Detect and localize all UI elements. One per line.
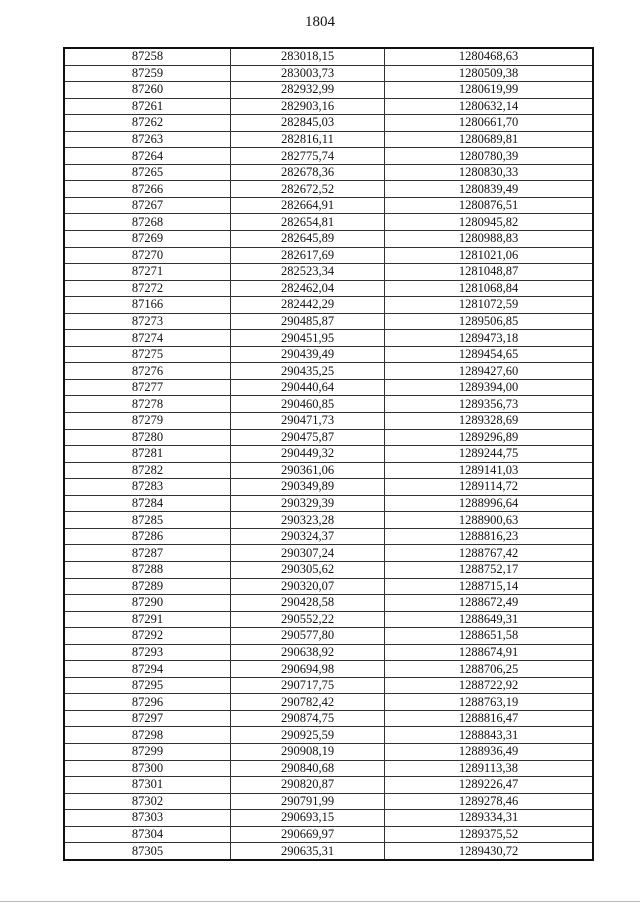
x-coordinate-cell: 282775,74 [231,148,385,165]
x-coordinate-cell: 283018,15 [231,48,385,65]
table-row [64,528,593,545]
y-coordinate-cell: 1289454,65 [385,346,594,363]
page-bottom-divider [0,901,640,902]
point-number-cell: 87273 [64,313,231,330]
table-row [64,561,593,578]
y-coordinate-cell: 1289473,18 [385,330,594,347]
x-coordinate-cell: 290428,58 [231,595,385,612]
table-row [64,131,593,148]
table-row [64,363,593,380]
table-row [64,826,593,843]
x-coordinate-cell: 290361,06 [231,462,385,479]
y-coordinate-cell: 1281048,87 [385,264,594,281]
y-coordinate-cell: 1288936,49 [385,743,594,760]
point-number-cell: 87289 [64,578,231,595]
point-number-cell: 87268 [64,214,231,231]
y-coordinate-cell: 1288752,17 [385,561,594,578]
point-number-cell: 87265 [64,164,231,181]
coordinate-table [63,47,594,861]
x-coordinate-cell: 290451,95 [231,330,385,347]
table-row [64,843,593,860]
table-row [64,65,593,82]
point-number-cell: 87261 [64,98,231,115]
point-number-cell: 87287 [64,545,231,562]
y-coordinate-cell: 1288816,47 [385,710,594,727]
y-coordinate-cell: 1280830,33 [385,164,594,181]
table-row [64,48,593,65]
y-coordinate-cell: 1280689,81 [385,131,594,148]
point-number-cell: 87277 [64,379,231,396]
x-coordinate-cell: 290552,22 [231,611,385,628]
table-row [64,595,593,612]
y-coordinate-cell: 1288649,31 [385,611,594,628]
x-coordinate-cell: 282664,91 [231,197,385,214]
x-coordinate-cell: 282645,89 [231,231,385,248]
point-number-cell: 87303 [64,810,231,827]
x-coordinate-cell: 282442,29 [231,297,385,314]
table-row [64,396,593,413]
y-coordinate-cell: 1280876,51 [385,197,594,214]
x-coordinate-cell: 290439,49 [231,346,385,363]
point-number-cell: 87293 [64,644,231,661]
table-row [64,280,593,297]
table-row [64,264,593,281]
table-row [64,743,593,760]
y-coordinate-cell: 1289113,38 [385,760,594,777]
x-coordinate-cell: 282903,16 [231,98,385,115]
point-number-cell: 87259 [64,65,231,82]
x-coordinate-cell: 290307,24 [231,545,385,562]
point-number-cell: 87300 [64,760,231,777]
x-coordinate-cell: 290329,39 [231,495,385,512]
x-coordinate-cell: 282932,99 [231,82,385,99]
point-number-cell: 87302 [64,793,231,810]
table-row [64,710,593,727]
table-row [64,82,593,99]
point-number-cell: 87276 [64,363,231,380]
y-coordinate-cell: 1288715,14 [385,578,594,595]
point-number-cell: 87290 [64,595,231,612]
point-number-cell: 87288 [64,561,231,578]
y-coordinate-cell: 1288816,23 [385,528,594,545]
point-number-cell: 87166 [64,297,231,314]
point-number-cell: 87274 [64,330,231,347]
point-number-cell: 87296 [64,694,231,711]
x-coordinate-cell: 282816,11 [231,131,385,148]
table-row [64,379,593,396]
x-coordinate-cell: 290925,59 [231,727,385,744]
x-coordinate-cell: 290908,19 [231,743,385,760]
page-number: 1804 [305,14,335,30]
y-coordinate-cell: 1289394,00 [385,379,594,396]
point-number-cell: 87298 [64,727,231,744]
y-coordinate-cell: 1280661,70 [385,115,594,132]
y-coordinate-cell: 1289356,73 [385,396,594,413]
point-number-cell: 87269 [64,231,231,248]
x-coordinate-cell: 290717,75 [231,677,385,694]
x-coordinate-cell: 290874,75 [231,710,385,727]
table-row [64,628,593,645]
point-number-cell: 87301 [64,777,231,794]
x-coordinate-cell: 290669,97 [231,826,385,843]
point-number-cell: 87267 [64,197,231,214]
table-row [64,446,593,463]
point-number-cell: 87294 [64,661,231,678]
table-row [64,644,593,661]
table-row [64,677,593,694]
x-coordinate-cell: 290449,32 [231,446,385,463]
table-row [64,330,593,347]
x-coordinate-cell: 282523,34 [231,264,385,281]
x-coordinate-cell: 290693,15 [231,810,385,827]
table-row [64,694,593,711]
y-coordinate-cell: 1289328,69 [385,413,594,430]
table-row [64,297,593,314]
point-number-cell: 87266 [64,181,231,198]
table-row [64,661,593,678]
table-row [64,413,593,430]
y-coordinate-cell: 1288900,63 [385,512,594,529]
y-coordinate-cell: 1288843,31 [385,727,594,744]
point-number-cell: 87262 [64,115,231,132]
point-number-cell: 87270 [64,247,231,264]
y-coordinate-cell: 1281068,84 [385,280,594,297]
y-coordinate-cell: 1288651,58 [385,628,594,645]
x-coordinate-cell: 290791,99 [231,793,385,810]
x-coordinate-cell: 283003,73 [231,65,385,82]
point-number-cell: 87299 [64,743,231,760]
x-coordinate-cell: 290305,62 [231,561,385,578]
point-number-cell: 87291 [64,611,231,628]
x-coordinate-cell: 290485,87 [231,313,385,330]
y-coordinate-cell: 1280509,38 [385,65,594,82]
table-row [64,777,593,794]
table-row [64,512,593,529]
table-row [64,578,593,595]
table-row [64,479,593,496]
point-number-cell: 87281 [64,446,231,463]
y-coordinate-cell: 1280988,83 [385,231,594,248]
y-coordinate-cell: 1288763,19 [385,694,594,711]
table-row [64,545,593,562]
x-coordinate-cell: 290840,68 [231,760,385,777]
x-coordinate-cell: 282672,52 [231,181,385,198]
x-coordinate-cell: 290349,89 [231,479,385,496]
y-coordinate-cell: 1288672,49 [385,595,594,612]
y-coordinate-cell: 1280468,63 [385,48,594,65]
table-row [64,462,593,479]
y-coordinate-cell: 1288722,92 [385,677,594,694]
point-number-cell: 87278 [64,396,231,413]
y-coordinate-cell: 1288674,91 [385,644,594,661]
x-coordinate-cell: 290440,64 [231,379,385,396]
y-coordinate-cell: 1289244,75 [385,446,594,463]
y-coordinate-cell: 1280839,49 [385,181,594,198]
x-coordinate-cell: 290782,42 [231,694,385,711]
y-coordinate-cell: 1289427,60 [385,363,594,380]
x-coordinate-cell: 282617,69 [231,247,385,264]
table-row [64,164,593,181]
y-coordinate-cell: 1281021,06 [385,247,594,264]
y-coordinate-cell: 1281072,59 [385,297,594,314]
y-coordinate-cell: 1288996,64 [385,495,594,512]
x-coordinate-cell: 290320,07 [231,578,385,595]
x-coordinate-cell: 290471,73 [231,413,385,430]
y-coordinate-cell: 1289296,89 [385,429,594,446]
table-row [64,214,593,231]
point-number-cell: 87285 [64,512,231,529]
point-number-cell: 87260 [64,82,231,99]
point-number-cell: 87282 [64,462,231,479]
point-number-cell: 87297 [64,710,231,727]
point-number-cell: 87271 [64,264,231,281]
x-coordinate-cell: 290460,85 [231,396,385,413]
y-coordinate-cell: 1289141,03 [385,462,594,479]
y-coordinate-cell: 1289430,72 [385,843,594,860]
table-row [64,810,593,827]
point-number-cell: 87264 [64,148,231,165]
table-row [64,495,593,512]
x-coordinate-cell: 290475,87 [231,429,385,446]
x-coordinate-cell: 290635,31 [231,843,385,860]
x-coordinate-cell: 282462,04 [231,280,385,297]
y-coordinate-cell: 1289506,85 [385,313,594,330]
point-number-cell: 87283 [64,479,231,496]
point-number-cell: 87275 [64,346,231,363]
point-number-cell: 87305 [64,843,231,860]
point-number-cell: 87295 [64,677,231,694]
table-row [64,148,593,165]
table-row [64,313,593,330]
y-coordinate-cell: 1289278,46 [385,793,594,810]
point-number-cell: 87286 [64,528,231,545]
table-row [64,115,593,132]
table-row [64,346,593,363]
y-coordinate-cell: 1288706,25 [385,661,594,678]
x-coordinate-cell: 282654,81 [231,214,385,231]
y-coordinate-cell: 1280945,82 [385,214,594,231]
y-coordinate-cell: 1280780,39 [385,148,594,165]
y-coordinate-cell: 1289114,72 [385,479,594,496]
x-coordinate-cell: 282845,03 [231,115,385,132]
x-coordinate-cell: 290324,37 [231,528,385,545]
point-number-cell: 87272 [64,280,231,297]
point-number-cell: 87279 [64,413,231,430]
x-coordinate-cell: 290820,87 [231,777,385,794]
y-coordinate-cell: 1280619,99 [385,82,594,99]
point-number-cell: 87280 [64,429,231,446]
table-row [64,197,593,214]
point-number-cell: 87292 [64,628,231,645]
y-coordinate-cell: 1289226,47 [385,777,594,794]
table-row [64,727,593,744]
table-row [64,429,593,446]
table-row [64,793,593,810]
table-row [64,760,593,777]
x-coordinate-cell: 290694,98 [231,661,385,678]
x-coordinate-cell: 290638,92 [231,644,385,661]
table-row [64,231,593,248]
y-coordinate-cell: 1280632,14 [385,98,594,115]
x-coordinate-cell: 290435,25 [231,363,385,380]
table-row [64,181,593,198]
coordinate-table-body [64,48,593,860]
point-number-cell: 87258 [64,48,231,65]
x-coordinate-cell: 290577,80 [231,628,385,645]
x-coordinate-cell: 290323,28 [231,512,385,529]
table-row [64,247,593,264]
x-coordinate-cell: 282678,36 [231,164,385,181]
point-number-cell: 87263 [64,131,231,148]
coordinate-table-container [63,47,588,861]
table-row [64,611,593,628]
y-coordinate-cell: 1288767,42 [385,545,594,562]
y-coordinate-cell: 1289334,31 [385,810,594,827]
table-row [64,98,593,115]
point-number-cell: 87284 [64,495,231,512]
y-coordinate-cell: 1289375,52 [385,826,594,843]
point-number-cell: 87304 [64,826,231,843]
